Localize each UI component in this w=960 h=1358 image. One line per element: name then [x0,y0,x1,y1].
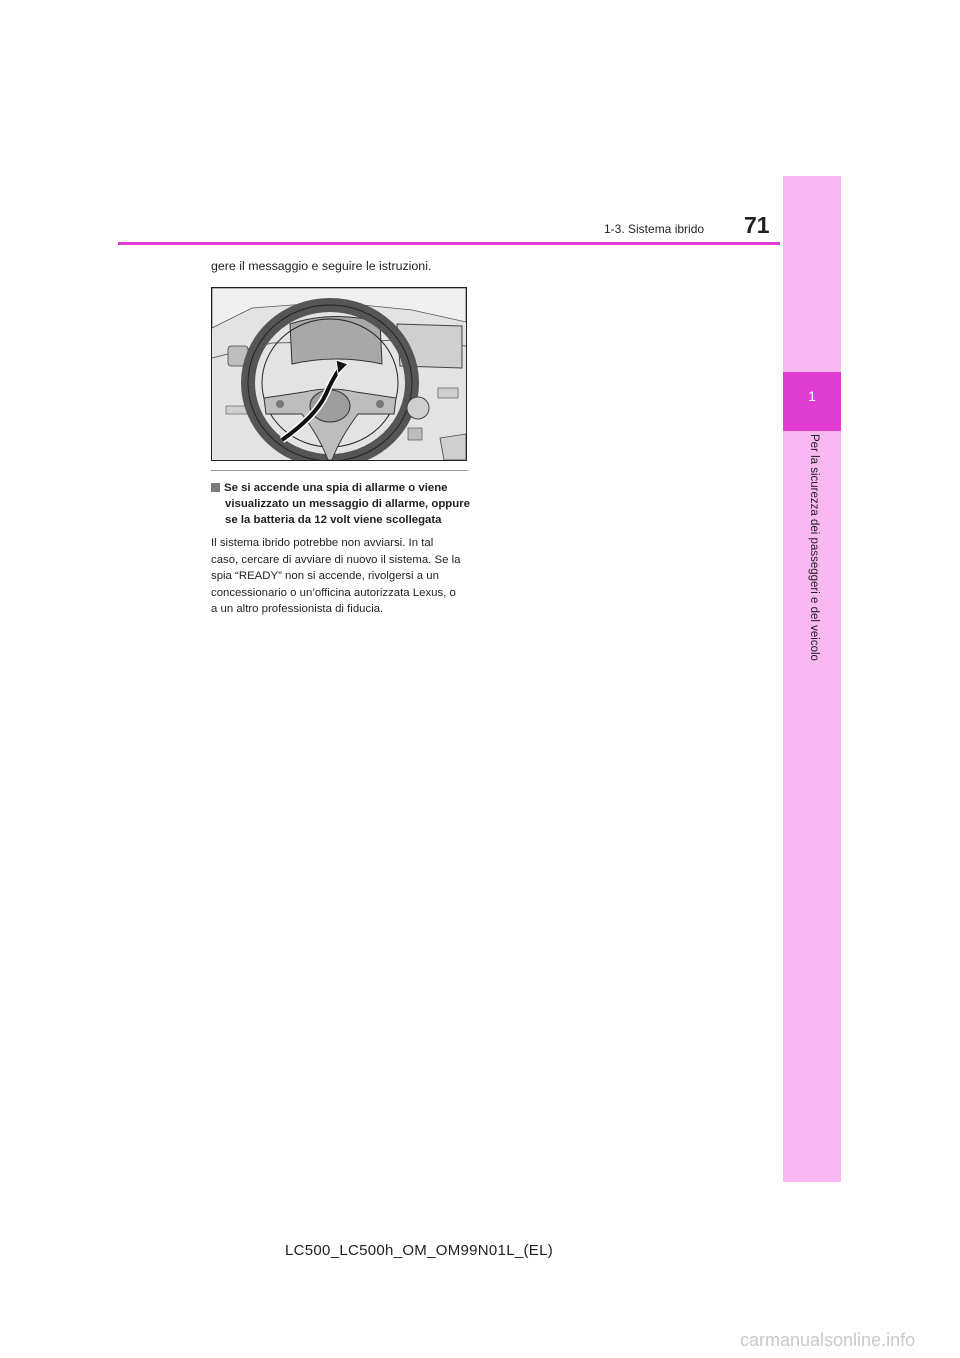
body-line-3: spia “READY” non si accende, rivolgersi a un [211,570,439,582]
document-code: LC500_LC500h_OM_OM99N01L_(EL) [285,1242,554,1259]
heading-line-2: visualizzato un messaggio di allarme, oppure [225,498,470,510]
section-title: 1-3. Sistema ibrido [604,222,705,236]
body-line-4: concessionario o un’officina autorizzata Lexus, o [211,586,456,599]
watermark: carmanualsonline.info [740,1330,916,1350]
body-line-2: caso, cercare di avviare di nuovo il sistema. Se la [211,553,461,566]
section-divider [211,470,468,471]
page-number: 71 [744,212,770,238]
intro-text: gere il messaggio e seguire le istruzioni. [211,259,432,273]
chapter-title: Per la sicurezza dei passeggeri e del veicolo [808,434,820,661]
chapter-number: 1 [808,388,816,404]
heading-line-3: se la batteria da 12 volt viene scollegata [225,514,442,526]
header-rule [118,242,780,245]
body-paragraph [211,535,471,618]
dashboard-illustration-icon [212,288,466,460]
subsection-heading [211,480,471,528]
square-bullet-icon [211,483,220,492]
heading-line-1: Se si accende una spia di allarme o viene [224,482,448,494]
body-line-5: a un altro professionista di fiducia. [211,603,384,615]
body-line-1: Il sistema ibrido potrebbe non avviarsi. In tal [211,537,434,549]
steering-wheel-dashboard-illustration [211,287,467,461]
